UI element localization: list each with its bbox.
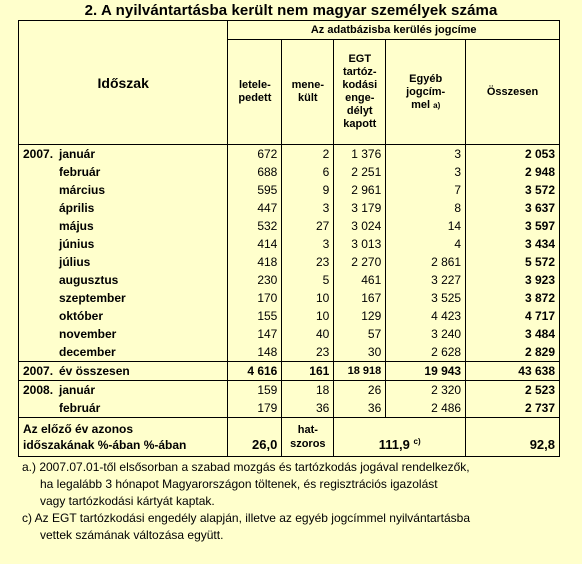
period-header: Időszak (19, 21, 228, 145)
row-month: augusztus (59, 273, 119, 287)
cell-c5: 2 053 (466, 145, 560, 164)
cell-c1: 147 (228, 325, 282, 343)
cell-c2: 5 (282, 271, 334, 289)
row-month: január (59, 383, 96, 397)
row-label (19, 253, 228, 271)
table-row (19, 253, 560, 271)
row-month: november (59, 327, 117, 341)
cell-c3: 461 (334, 271, 386, 289)
cell-c5: 2 829 (466, 343, 560, 362)
cell-c3: 30 (334, 343, 386, 362)
table-row (19, 343, 560, 362)
cell-c5: 2 948 (466, 163, 560, 181)
cell-c2: 18 (282, 381, 334, 400)
cell-c4: 3 240 (386, 325, 466, 343)
cell-c4: 4 423 (386, 307, 466, 325)
cell-c4: 2 861 (386, 253, 466, 271)
total-month: év összesen (59, 364, 130, 378)
row-label (19, 235, 228, 253)
col-header-eea-l6: kapott (343, 118, 377, 130)
col-header-eea (334, 40, 386, 145)
row-label (19, 325, 228, 343)
cell-c3: 1 376 (334, 145, 386, 164)
cell-c3: 2 251 (334, 163, 386, 181)
table-row (19, 145, 560, 164)
row-label (19, 163, 228, 181)
cell-c4: 3 525 (386, 289, 466, 307)
cell-c1: 447 (228, 199, 282, 217)
cell-c2: 40 (282, 325, 334, 343)
row-label (19, 271, 228, 289)
cell-c3: 36 (334, 399, 386, 418)
data-table (18, 20, 560, 457)
col-header-other-l3: mel (411, 98, 431, 111)
cell-c1: 672 (228, 145, 282, 164)
col-header-settled-l1: letele- (238, 79, 271, 91)
row-month: október (59, 309, 104, 323)
row-month: március (59, 183, 106, 197)
comparison-c5: 92,8 (466, 418, 560, 457)
table-row (19, 307, 560, 325)
total-c1: 4 616 (228, 362, 282, 381)
col-header-eea-l2: tartóz- (342, 66, 377, 78)
col-header-eea-l3: kodási (342, 79, 378, 91)
cell-c1: 532 (228, 217, 282, 235)
cell-c4: 2 320 (386, 381, 466, 400)
cell-c3: 3 024 (334, 217, 386, 235)
cell-c5: 3 484 (466, 325, 560, 343)
row-label (19, 399, 228, 418)
col-header-refugee (282, 40, 334, 145)
comparison-c2-l2: szoros (290, 438, 326, 450)
col-header-eea-l1: EGT (348, 53, 372, 65)
table-row (19, 163, 560, 181)
table-row (19, 289, 560, 307)
cell-c2: 6 (282, 163, 334, 181)
footnote-c-l2: vettek számának változása együtt. (40, 528, 224, 542)
col-header-eea-l4: enge- (345, 92, 375, 104)
table-row (19, 399, 560, 418)
total-c4: 19 943 (386, 362, 466, 381)
row-month: július (59, 255, 91, 269)
row-label (19, 381, 228, 400)
cell-c4: 8 (386, 199, 466, 217)
comparison-label-l2: időszakának %-ában %-ában (23, 438, 187, 452)
col-header-eea-l5: délyt (346, 105, 373, 117)
col-header-other-l1: Egyéb (409, 72, 443, 85)
row-month: május (59, 219, 94, 233)
row-label (19, 217, 228, 235)
cell-c1: 688 (228, 163, 282, 181)
comparison-label (19, 418, 228, 457)
cell-c5: 2 737 (466, 399, 560, 418)
cell-c1: 595 (228, 181, 282, 199)
row-month: február (59, 401, 101, 415)
footnotes (18, 459, 560, 544)
cell-c1: 418 (228, 253, 282, 271)
cell-c5: 3 872 (466, 289, 560, 307)
cell-c1: 230 (228, 271, 282, 289)
comparison-c2-l1: hat- (297, 424, 318, 436)
row-month: február (59, 165, 101, 179)
cell-c4: 3 227 (386, 271, 466, 289)
cell-c3: 57 (334, 325, 386, 343)
table-row (19, 217, 560, 235)
table-row (19, 381, 560, 400)
row-month: január (59, 147, 96, 161)
comparison-label-l1: Az előző év azonos (23, 422, 134, 436)
row-label (19, 181, 228, 199)
total-row-label (19, 362, 228, 381)
cell-c4: 3 (386, 145, 466, 164)
cell-c1: 179 (228, 399, 282, 418)
row-label (19, 289, 228, 307)
table-row (19, 235, 560, 253)
col-header-total: Összesen (466, 40, 560, 145)
table-row (19, 325, 560, 343)
cell-c5: 4 717 (466, 307, 560, 325)
row-month: június (59, 237, 95, 251)
footnote-a-l2: ha legalább 3 hónapot Magyarországon töltenek, és regisztrációs igazolást (40, 477, 438, 491)
cell-c3: 167 (334, 289, 386, 307)
cell-c1: 414 (228, 235, 282, 253)
cell-c5: 3 637 (466, 199, 560, 217)
footnote-a-l3: vagy tartózkodási kártyát kaptak. (40, 494, 215, 508)
cell-c3: 2 961 (334, 181, 386, 199)
cell-c4: 4 (386, 235, 466, 253)
col-header-settled (228, 40, 282, 145)
comparison-c2 (282, 418, 334, 457)
col-header-settled-l2: pedett (238, 92, 272, 104)
cell-c5: 3 434 (466, 235, 560, 253)
cell-c5: 2 523 (466, 381, 560, 400)
comparison-c1: 26,0 (228, 418, 282, 457)
cell-c2: 9 (282, 181, 334, 199)
cell-c4: 14 (386, 217, 466, 235)
cell-c5: 3 572 (466, 181, 560, 199)
cell-c2: 2 (282, 145, 334, 164)
col-header-refugee-l2: kült (298, 92, 318, 104)
row-month: december (59, 345, 116, 359)
table-row (19, 181, 560, 199)
cell-c2: 27 (282, 217, 334, 235)
cell-c5: 3 923 (466, 271, 560, 289)
total-c3: 18 918 (334, 362, 386, 381)
row-month: szeptember (59, 291, 126, 305)
cell-c4: 7 (386, 181, 466, 199)
cell-c3: 26 (334, 381, 386, 400)
col-header-other (386, 40, 466, 145)
comparison-c34-sup: c) (413, 437, 421, 446)
cell-c3: 3 179 (334, 199, 386, 217)
cell-c2: 10 (282, 307, 334, 325)
footnote-c-l1: c) Az EGT tartózkodási engedély alapján, illetve az egyéb jogcímmel nyilvántartásba (22, 511, 471, 525)
row-month: április (59, 201, 95, 215)
cell-c1: 148 (228, 343, 282, 362)
cell-c2: 10 (282, 289, 334, 307)
cell-c2: 36 (282, 399, 334, 418)
total-c2: 161 (282, 362, 334, 381)
col-header-other-l2: jogcím- (406, 85, 446, 98)
total-year: 2007. (23, 364, 54, 378)
row-year: 2008. (23, 383, 54, 397)
col-header-refugee-l1: mene- (291, 79, 325, 91)
cell-c2: 23 (282, 343, 334, 362)
cell-c1: 159 (228, 381, 282, 400)
row-year: 2007. (23, 147, 54, 161)
row-label (19, 343, 228, 362)
cell-c3: 2 270 (334, 253, 386, 271)
cell-c3: 3 013 (334, 235, 386, 253)
cell-c5: 5 572 (466, 253, 560, 271)
page-title: 2. A nyilvántartásba került nem magyar személyek száma (84, 2, 498, 19)
cell-c3: 129 (334, 307, 386, 325)
footnote-a-l1: a.) 2007.07.01-től elsősorban a szabad mozgás és tartózkodás jogával rendelkezők, (22, 460, 470, 474)
row-label (19, 307, 228, 325)
cell-c5: 3 597 (466, 217, 560, 235)
row-label (19, 199, 228, 217)
cell-c4: 2 486 (386, 399, 466, 418)
cell-c2: 3 (282, 235, 334, 253)
cell-c4: 3 (386, 163, 466, 181)
total-c5: 43 638 (466, 362, 560, 381)
comparison-c34 (334, 418, 466, 457)
group-header: Az adatbázisba kerülés jogcíme (228, 21, 560, 40)
cell-c1: 155 (228, 307, 282, 325)
cell-c2: 3 (282, 199, 334, 217)
table-row (19, 271, 560, 289)
comparison-c34-value: 111,9 (378, 437, 410, 452)
cell-c1: 170 (228, 289, 282, 307)
row-label (19, 145, 228, 164)
table-row (19, 199, 560, 217)
cell-c4: 2 628 (386, 343, 466, 362)
cell-c2: 23 (282, 253, 334, 271)
col-header-other-sup: a) (433, 100, 441, 110)
